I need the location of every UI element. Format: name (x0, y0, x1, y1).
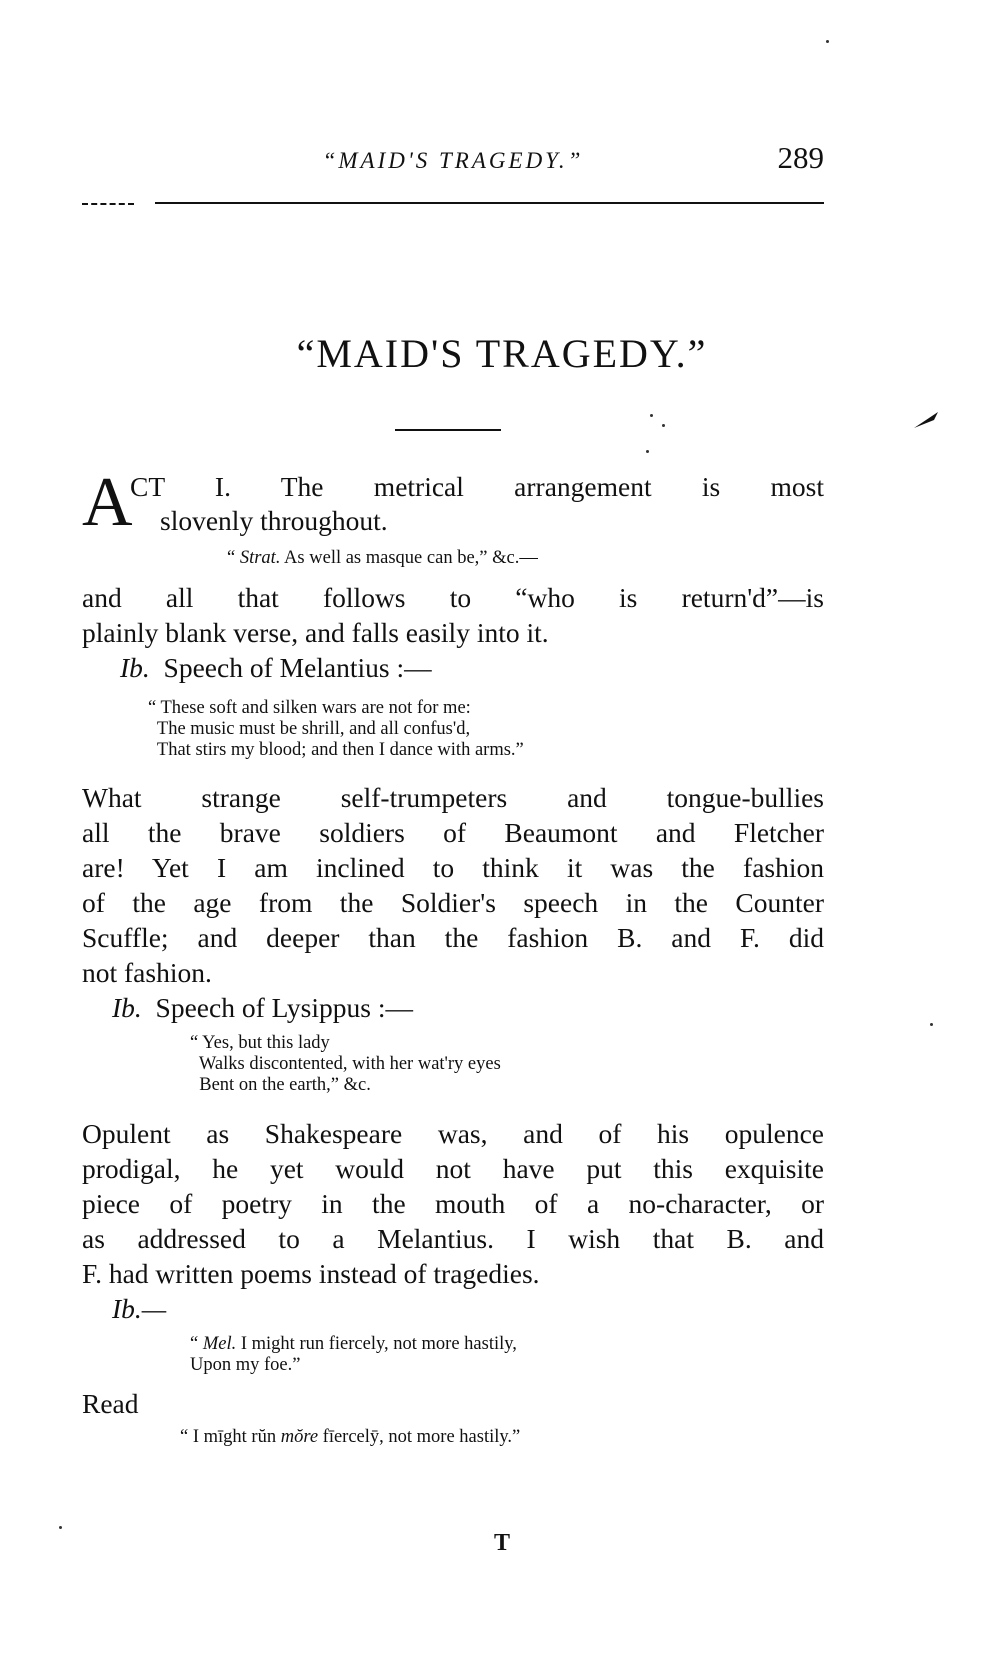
quote-strato (82, 548, 824, 569)
text-line: F. had written poems instead of tragedies. (82, 1258, 540, 1289)
act-heading (82, 464, 824, 542)
text-line: as addressed to a Melantius. I wish that B. and (82, 1223, 824, 1254)
verse-line: Upon my foe.” (190, 1355, 301, 1375)
quote-text: fīercelȳ, not more hastily.” (318, 1427, 521, 1447)
ib-label: Ib. (112, 992, 142, 1023)
ib-mel (82, 1291, 824, 1326)
speck (650, 414, 653, 417)
running-head-title: “MAID'S TRAGEDY.” (322, 148, 584, 173)
text-line: prodigal, he yet would not have put this exquisite (82, 1153, 824, 1184)
verse-line: Walks discontented, with her wat'ry eyes (190, 1054, 501, 1074)
verse-line: Bent on the earth,” &c. (190, 1075, 371, 1095)
speaker-name: Mel. (202, 1334, 237, 1354)
running-head (82, 140, 824, 180)
text-line: Opulent as Shakespeare was, and of his opulence (82, 1118, 824, 1149)
act-line-1: CT I. The metrical arrangement is most (130, 471, 824, 502)
verse-line: The music must be shrill, and all confus'd, (148, 719, 471, 739)
speaker-name: Strat. (239, 548, 281, 568)
speck (662, 424, 665, 427)
ib-label: Ib.— (112, 1293, 167, 1324)
text-line: piece of poetry in the mouth of a no-character, or (82, 1188, 824, 1219)
text-line: and all that follows to “who is return'd”—is (82, 582, 824, 613)
page-body (82, 464, 824, 1448)
drop-cap: A (82, 464, 133, 541)
speck (646, 450, 649, 453)
signature-mark: T (493, 1530, 510, 1556)
text-line: Scuffle; and deeper than the fashion B. and F. did (82, 922, 824, 953)
speck (826, 40, 829, 43)
quote-text: I might run fiercely, not more hastily, (236, 1334, 517, 1354)
verse-line: That stirs my blood; and then I dance with arms.” (148, 740, 524, 760)
emphasis: mŏre (280, 1427, 319, 1447)
verse-line: “ Yes, but this lady (190, 1033, 330, 1053)
text-line: all the brave soldiers of Beaumont and Fletcher (82, 817, 824, 848)
ib-text: Speech of Melantius :— (163, 652, 432, 683)
quote-read (82, 1427, 824, 1448)
text-line: not fashion. (82, 957, 212, 988)
paragraph-3 (82, 1116, 824, 1291)
read-text: Read (82, 1388, 139, 1419)
quote-text: “ I mīght rŭn (180, 1427, 281, 1447)
text-line: of the age from the Soldier's speech in the Counter (82, 887, 824, 918)
paragraph-2 (82, 780, 824, 990)
ib-label: Ib. (120, 652, 150, 683)
ink-mark (912, 408, 942, 432)
read-label (82, 1386, 824, 1421)
quote-lysippus (82, 1033, 824, 1096)
page-number: 289 (777, 140, 824, 175)
quote-open: “ (190, 1334, 203, 1354)
ib-melantius (82, 650, 824, 685)
title-rule (395, 429, 501, 431)
text-line: are! Yet I am inclined to think it was the fashion (82, 852, 824, 883)
quote-mel (82, 1334, 824, 1376)
quote-melantius (82, 698, 824, 761)
paragraph-1 (82, 580, 824, 650)
speck (930, 1023, 933, 1026)
ib-text: Speech of Lysippus :— (155, 992, 413, 1023)
head-rule-stub (82, 203, 134, 205)
text-line: plainly blank verse, and falls easily into it. (82, 617, 549, 648)
speck (59, 1526, 62, 1529)
verse-line (190, 1334, 824, 1355)
chapter-title: “MAID'S TRAGEDY.” (296, 331, 708, 376)
verse-line: “ These soft and silken wars are not for me: (148, 698, 471, 718)
quote-text: As well as masque can be,” &c.— (280, 548, 538, 568)
act-line-2: slovenly throughout. (160, 505, 388, 536)
head-rule (155, 202, 824, 204)
text-line: What strange self-trumpeters and tongue-bullies (82, 782, 824, 813)
quote-open: “ (227, 548, 240, 568)
ib-lysippus (82, 990, 824, 1025)
